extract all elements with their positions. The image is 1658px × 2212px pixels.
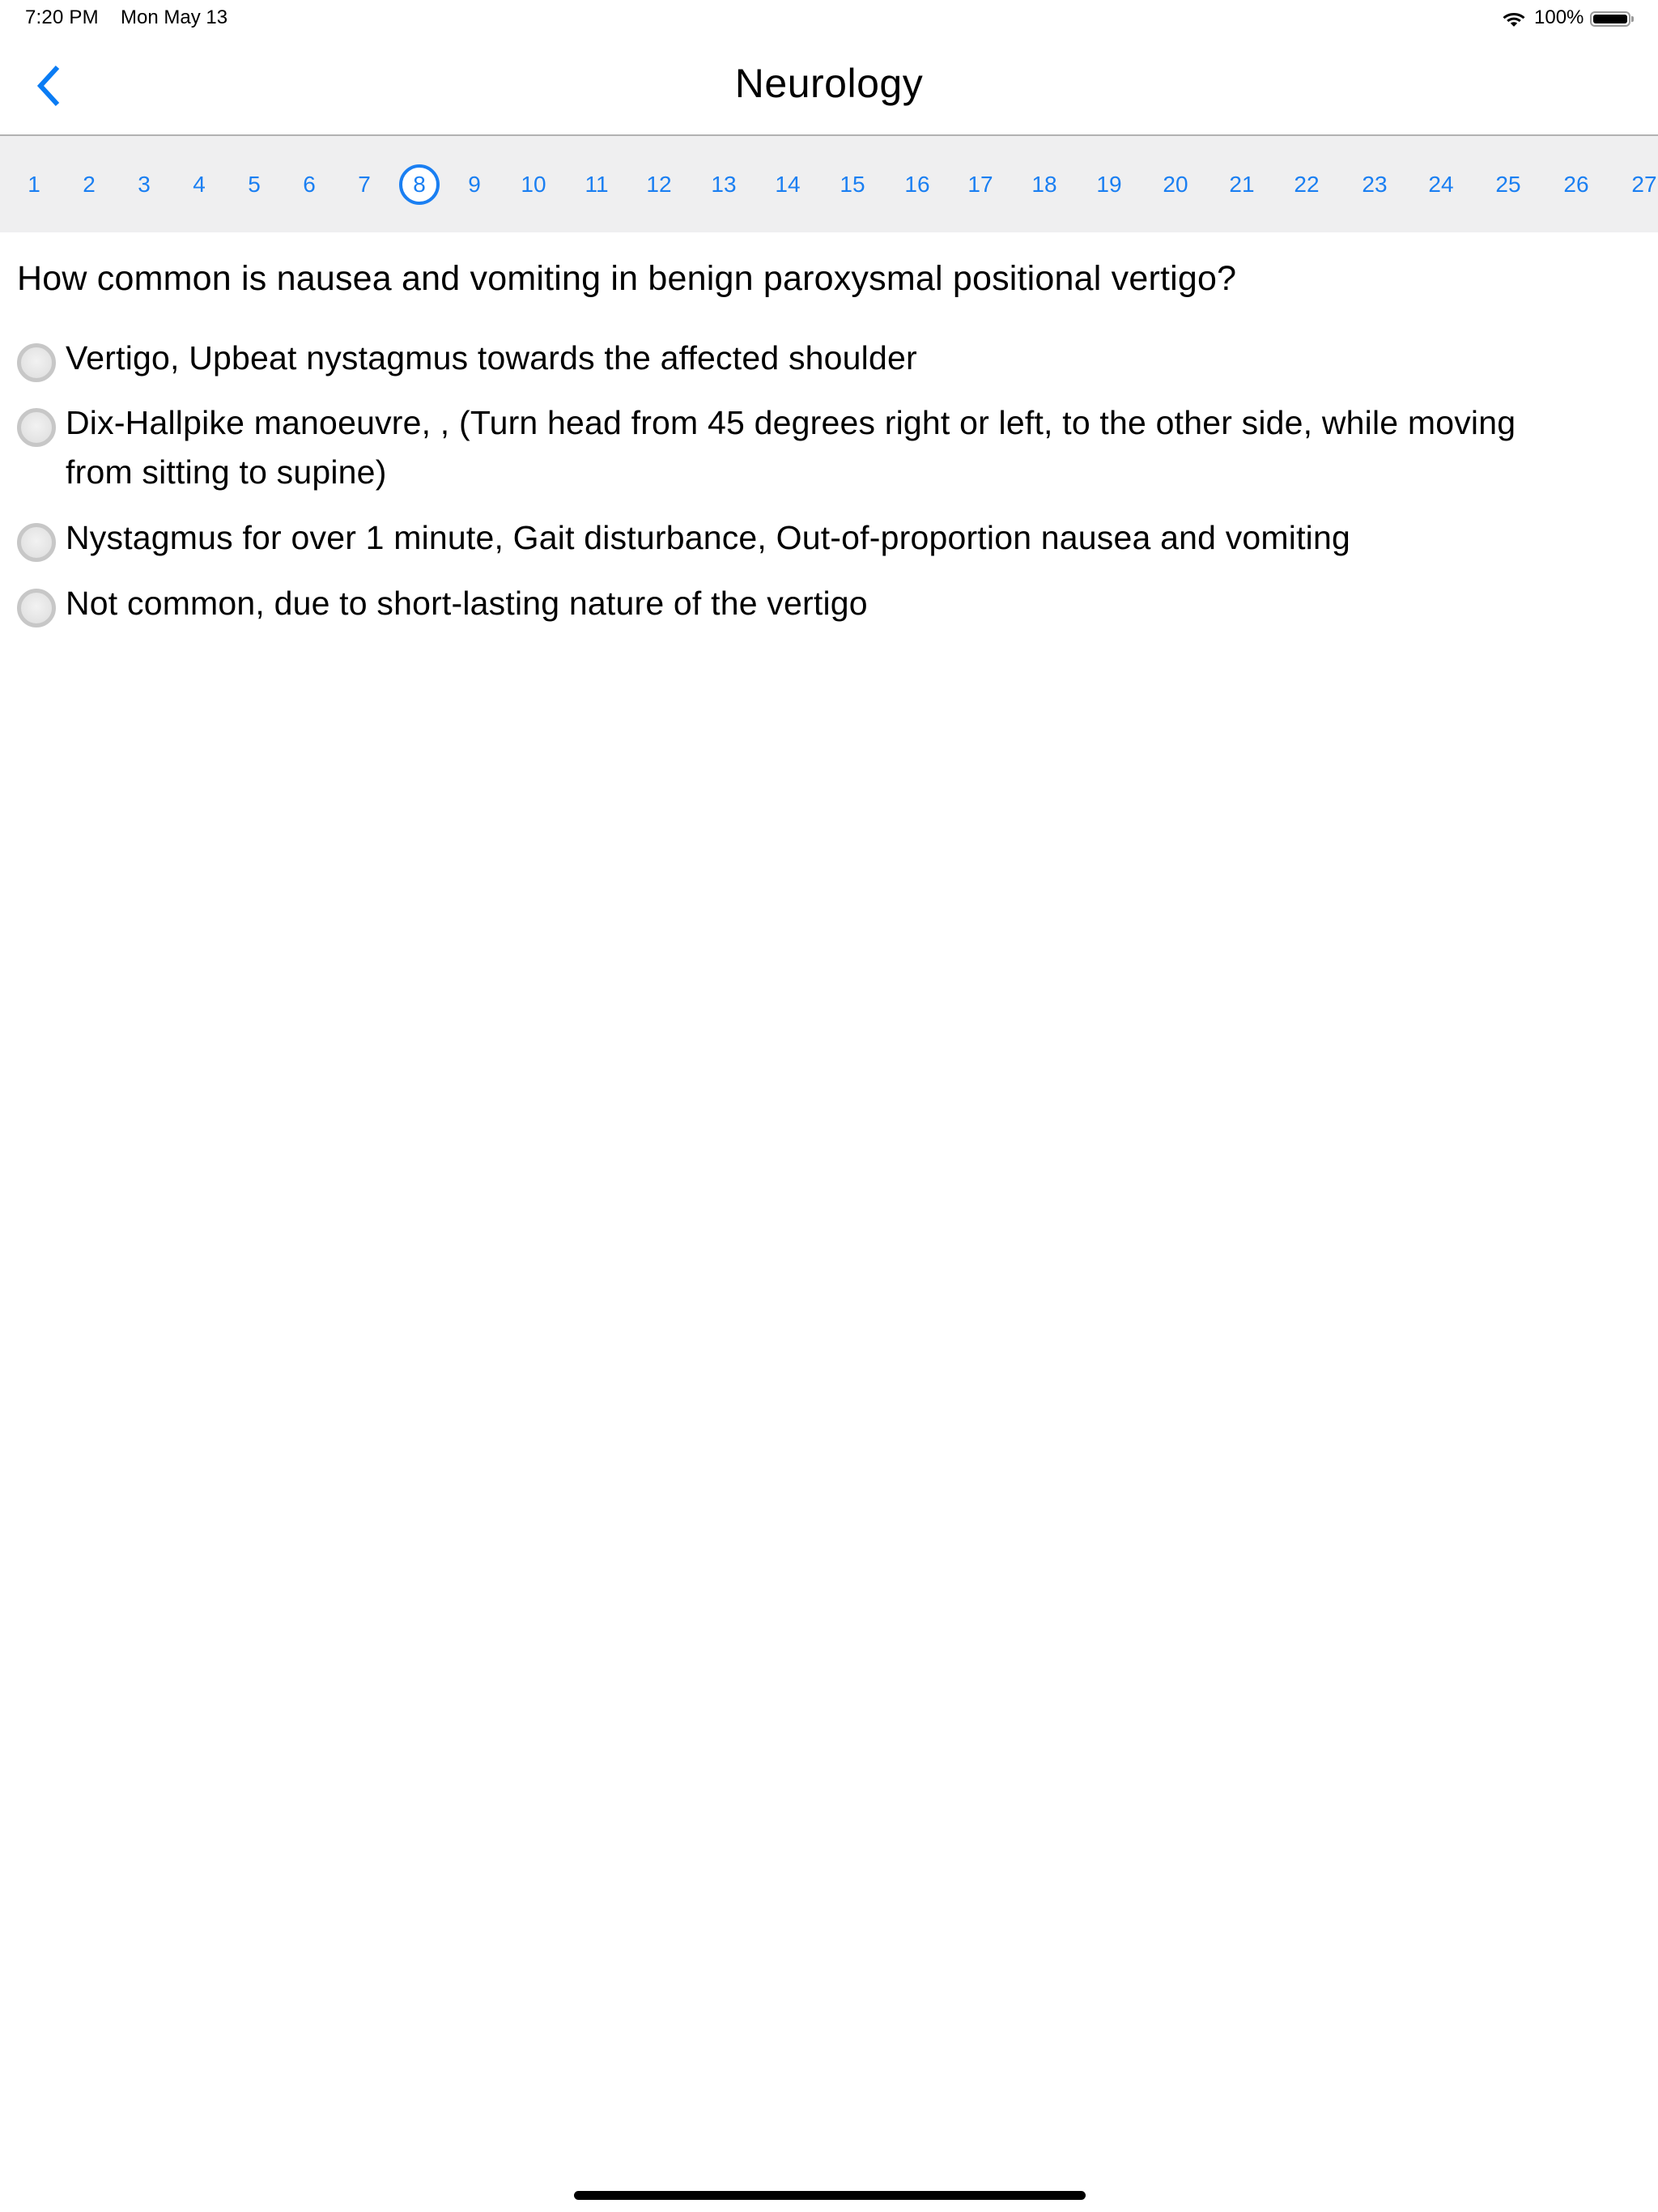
pager-item-22[interactable] [1282,136,1331,232]
pager-item-label: 22 [1294,171,1320,197]
radio-button[interactable] [17,589,56,627]
pager-item-label: 13 [711,171,737,197]
question-text: How common is nausea and vomiting in benign paroxysmal positional vertigo? [17,259,1237,298]
pager-item-14[interactable] [763,136,812,232]
pager-item-5[interactable] [230,136,278,232]
pager-item-label: 8 [399,164,440,205]
home-indicator[interactable] [574,2191,1086,2200]
pager-item-label: 10 [521,171,546,197]
pager-item-20[interactable] [1151,136,1200,232]
pager-item-9[interactable] [450,136,499,232]
answer-option-label: Vertigo, Upbeat nystagmus towards the affected shoulder [66,339,917,376]
radio-button[interactable] [17,343,56,382]
pager-item-4[interactable] [175,136,223,232]
pager-item-label: 15 [840,171,865,197]
pager-item-label: 12 [646,171,672,197]
pager-item-26[interactable] [1552,136,1601,232]
radio-button[interactable] [17,408,56,447]
pager-item-label: 16 [904,171,930,197]
pager-item-label: 4 [193,171,206,197]
page-title: Neurology [734,61,924,106]
battery-full-icon [1590,11,1630,27]
pager-item-24[interactable] [1417,136,1465,232]
pager-item-17[interactable] [956,136,1005,232]
wifi-icon [1502,10,1526,28]
pager-item-23[interactable] [1350,136,1399,232]
pager-item-label: 20 [1163,171,1188,197]
answer-option-label: Nystagmus for over 1 minute, Gait disturbance, Out-of-proportion nausea and vomiting [66,519,1350,556]
pager-item-label: 18 [1031,171,1057,197]
pager-item-7[interactable] [340,136,389,232]
pager-item-label: 9 [468,171,481,197]
pager-item-label: 19 [1096,171,1122,197]
pager-item-8[interactable] [395,136,444,232]
battery-nub [1631,16,1634,22]
pager-item-label: 1 [28,171,40,197]
pager-item-label: 26 [1563,171,1589,197]
pager-item-10[interactable] [509,136,558,232]
pager-item-label: 21 [1229,171,1255,197]
pager-item-label: 24 [1428,171,1454,197]
pager-item-19[interactable] [1085,136,1133,232]
answer-option-label: Dix-Hallpike manoeuvre, , (Turn head from 45 degrees right or left, to the other side, while moving from sitting to supine) [66,404,1516,491]
pager-item-label: 27 [1631,171,1657,197]
pager-item-label: 17 [967,171,993,197]
pager-item-15[interactable] [828,136,877,232]
pager-item-1[interactable] [10,136,58,232]
pager-item-25[interactable] [1484,136,1533,232]
pager-item-16[interactable] [893,136,942,232]
pager-item-label: 3 [138,171,151,197]
pager-item-label: 11 [585,171,609,197]
battery-percent: 100% [1534,6,1584,28]
pager-item-18[interactable] [1020,136,1069,232]
radio-button[interactable] [17,523,56,562]
pager-item-label: 23 [1362,171,1388,197]
pager-item-2[interactable] [65,136,113,232]
pager-item-label: 25 [1495,171,1521,197]
pager-item-label: 5 [248,171,261,197]
pager-item-11[interactable] [572,136,621,232]
status-bar [0,0,1658,39]
pager-item-label: 7 [358,171,371,197]
pager-item-6[interactable] [285,136,334,232]
pager-item-label: 6 [303,171,316,197]
answer-option-label: Not common, due to short-lasting nature of the vertigo [66,585,868,622]
pager-item-27[interactable] [1620,136,1658,232]
pager-item-13[interactable] [699,136,748,232]
pager-item-3[interactable] [120,136,168,232]
pager-item-label: 2 [83,171,96,197]
status-time: 7:20 PM [25,6,99,28]
navigation-bar [0,39,1658,135]
pager-item-12[interactable] [635,136,683,232]
pager-item-label: 14 [775,171,801,197]
status-date: Mon May 13 [121,6,228,28]
pager-item-21[interactable] [1218,136,1266,232]
question-pager[interactable] [0,136,1658,232]
